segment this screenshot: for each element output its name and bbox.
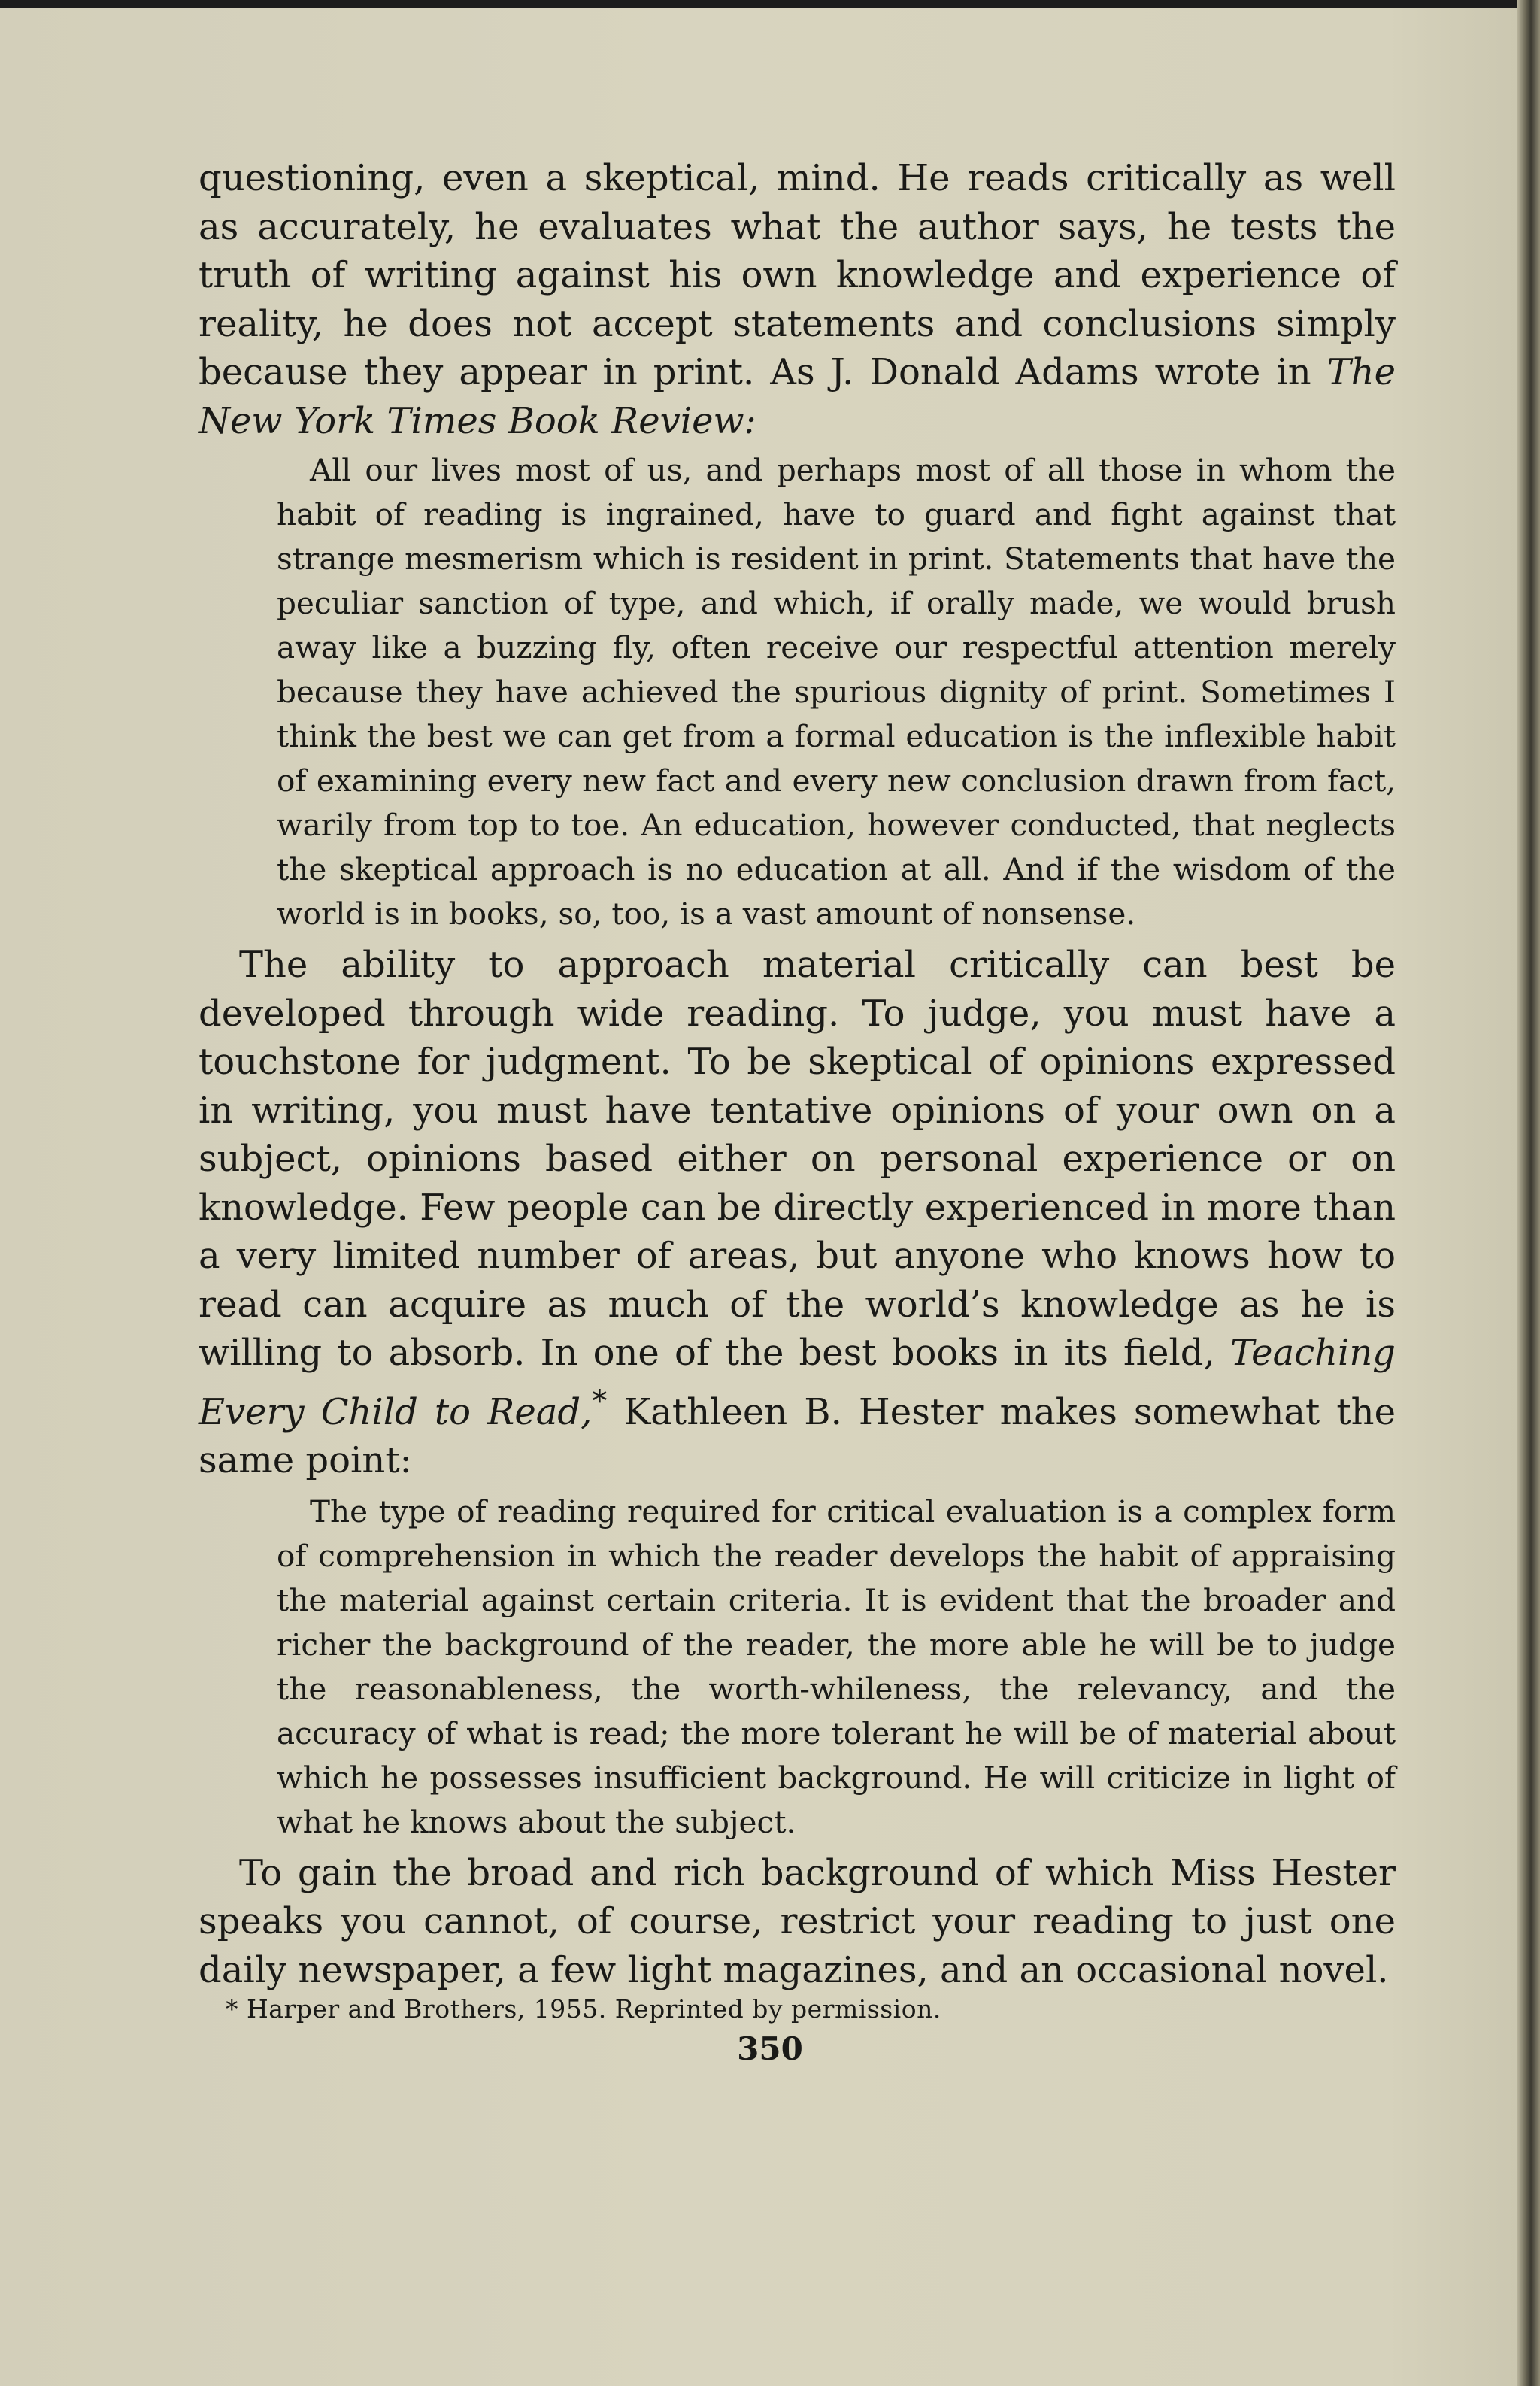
paragraph-3: To gain the broad and rich background of which Miss Hester speaks you cannot, of course, restrict your reading to just one daily newspaper, a few light magazines, and an occasional novel.: [199, 1851, 1396, 1991]
footnote-marker: *: [592, 1384, 608, 1419]
cited-book-title: Teaching Every Child to Read,: [199, 1332, 1396, 1433]
page-top-edge: [0, 0, 1540, 8]
paragraph-2-text-continued: Kathleen B. Hester makes somewhat the same point:: [199, 1390, 1396, 1481]
paragraph-1-text: questioning, even a skeptical, mind. He reads critically as well as accurately, he evaluates what the author says, he tests the truth of writing against his own knowledge and experience of reality, he does not accept statements and conclusions simply because they appear in print. As J. Donald Adams wrote in: [199, 157, 1396, 393]
book-spine-shadow: [1517, 0, 1540, 2386]
paragraph-2-text: The ability to approach material critically can best be developed through wide reading. To judge, you must have a touchstone for judgment. To be skeptical of opinions expressed in writing, you must have tentative opinions of your own on a subject, opinions based either on personal experience or on knowledge. Few people can be directly experienced in more than a very limited number of areas, but anyone who knows how to read can acquire as much of the world’s knowledge as he is willing to absorb. In one of the best books in its field,: [199, 944, 1396, 1374]
cited-publication-title: The New York Times Book Review:: [199, 351, 1396, 442]
paragraph-2: [199, 941, 1396, 1485]
page-number: 350: [737, 2030, 803, 2067]
block-quote-adams: All our lives most of us, and perhaps most of all those in whom the habit of reading is ingrained, have to guard and fight against that strange mesmerism which is resident in print. Statements that have the peculiar sanction of type, and which, if orally made, we would brush away like a buzzing fly, often receive our respectful attention merely because they have achieved the spurious dignity of print. Sometimes I think the best we can get from a formal education is the inflexible habit of examining every new fact and every new conclusion drawn from fact, warily from top to toe. An education, however conducted, that neglects the skeptical approach is no education at all. And if the wisdom of the world is in books, so, too, is a vast amount of nonsense.: [277, 452, 1396, 932]
paragraph-1: [199, 154, 1396, 445]
footnote: * Harper and Brothers, 1955. Reprinted by permission.: [226, 1994, 941, 2024]
block-quote-hester: The type of reading required for critical evaluation is a complex form of comprehension in which the reader develops the habit of appraising the material against certain criteria. It is evident that the broader and richer the background of the reader, the more able he will be to judge the reasonableness, the worth-whileness, the relevancy, and the accuracy of what is read; the more tolerant he will be of material about which he possesses insufficient background. He will criticize in light of what he knows about the subject.: [277, 1493, 1396, 1840]
body-text: [199, 154, 1396, 1994]
